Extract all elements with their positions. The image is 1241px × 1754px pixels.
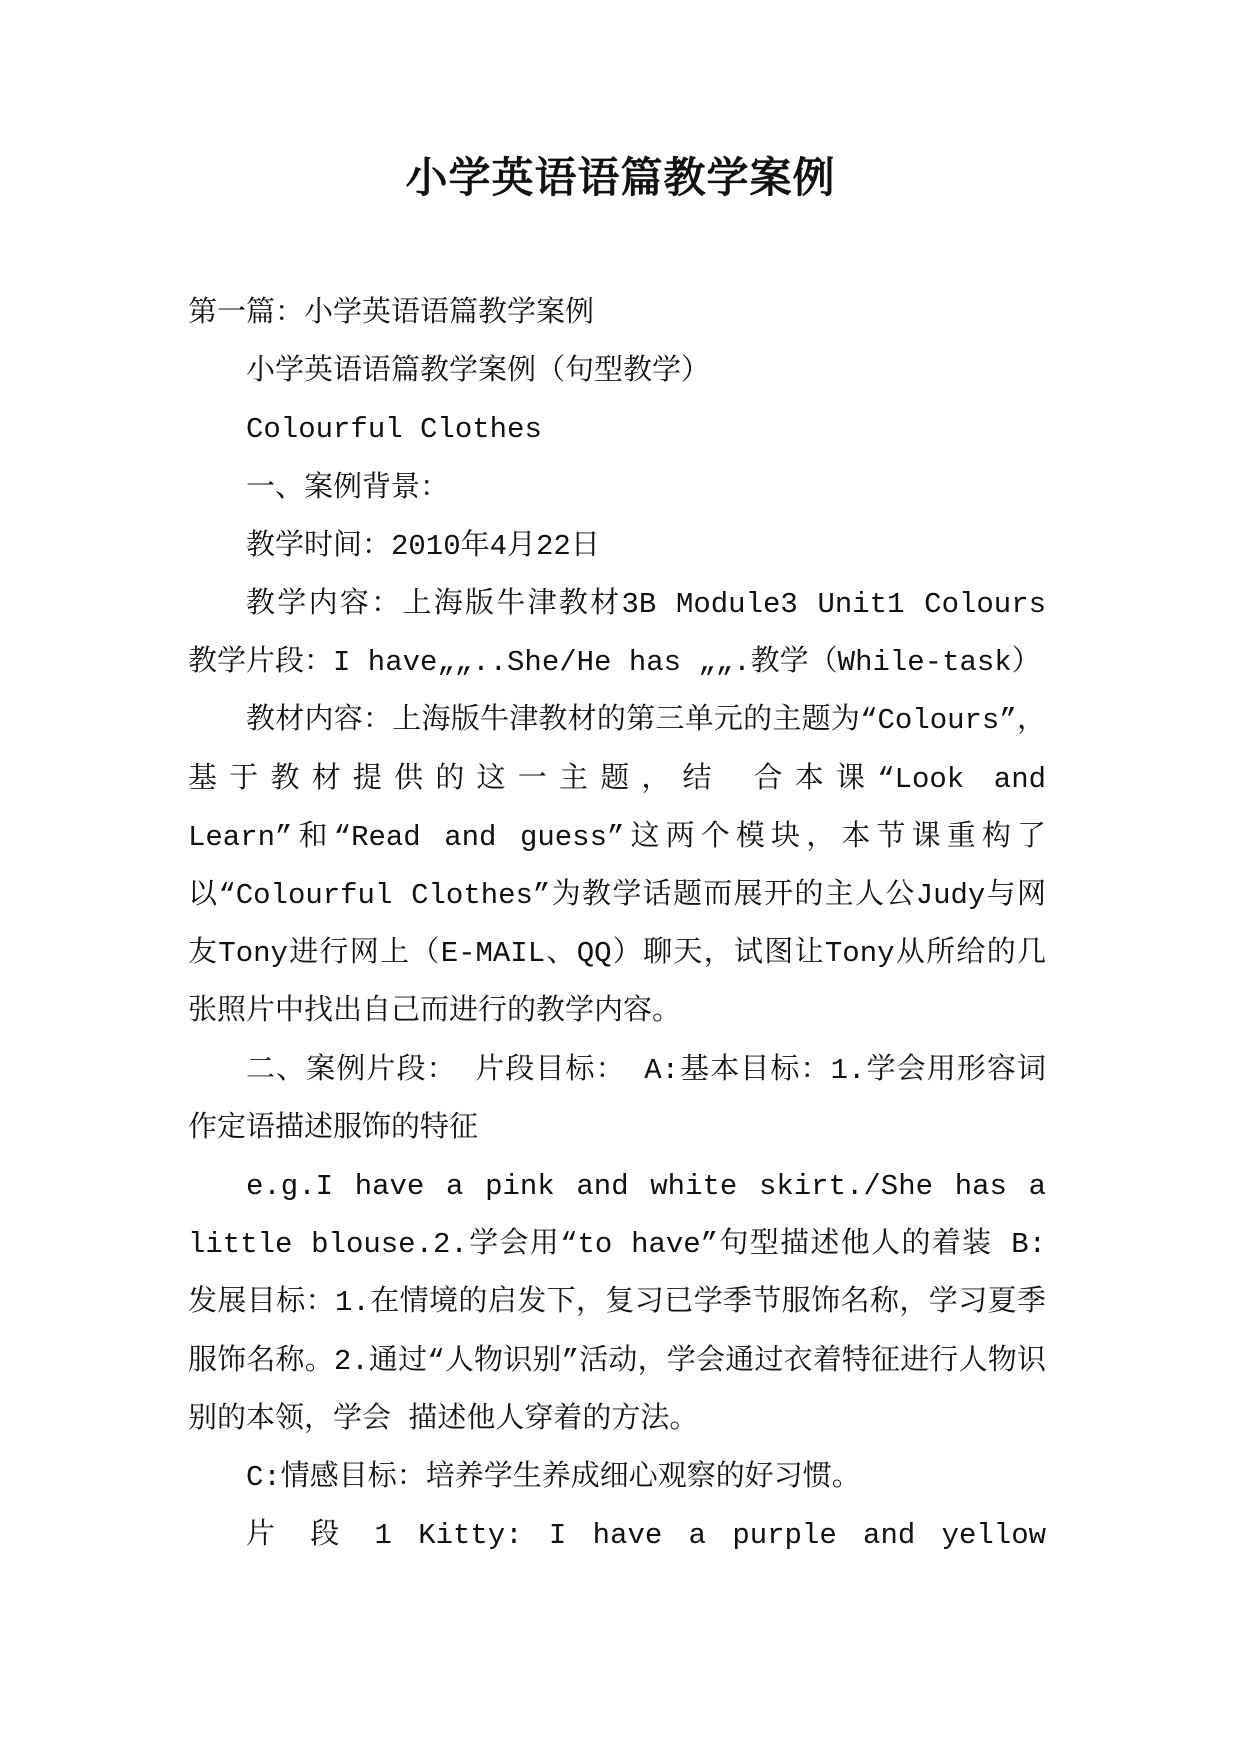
fragment-one: 片 段 1 Kitty: I have a purple and yellow [246,1519,1046,1553]
textbook-content: 教材内容：上海版牛津教材的第三单元的主题为“Colours”，基于教材提供的这一主题，结 合本课“Look and Learn”和“Read and guess”这两个模块，本节课重构了以“Colourful Clothes”为教学话题而展开的主人公Judy与网友Tony进行网上（E-MAIL、QQ）聊天，试图让Tony从所给的几张照片中找出自己而进行的教学内容。 [188,704,1064,1029]
teaching-content: 教学内容：上海版牛津教材3B Module3 Unit1 Colours 教学片段：I have„„..She/He has „„.教学（While-task） [188,588,1064,680]
case-fragment-goals: 二、案例片段： 片段目标： A:基本目标：1.学会用形容词作定语描述服饰的特征 [188,1053,1046,1145]
document-body [188,285,1064,1565]
lesson-title: Colourful Clothes [246,413,542,447]
document-title: 小学英语语篇教学案例 [405,153,836,202]
emotional-goal: C:情感目标：培养学生养成细心观察的好习惯。 [246,1461,861,1495]
example-and-goals: e.g.I have a pink and white skirt./She has a little blouse.2.学会用“to have”句型描述他人的着装 B:发展目标：1.在情境的启发下，复习已学季节服饰名称，学习夏季服饰名称。2.通过“人物识别”活动，学会通过衣着特征进行人物识别的本领，学会 描述他人穿着的方法。 [188,1170,1064,1436]
case-background-heading: 一、案例背景： [246,471,450,505]
section-heading: 第一篇：小学英语语篇教学案例 [188,297,595,330]
case-subtitle: 小学英语语篇教学案例（句型教学） [246,355,711,389]
teaching-time: 教学时间：2010年4月22日 [246,529,600,563]
